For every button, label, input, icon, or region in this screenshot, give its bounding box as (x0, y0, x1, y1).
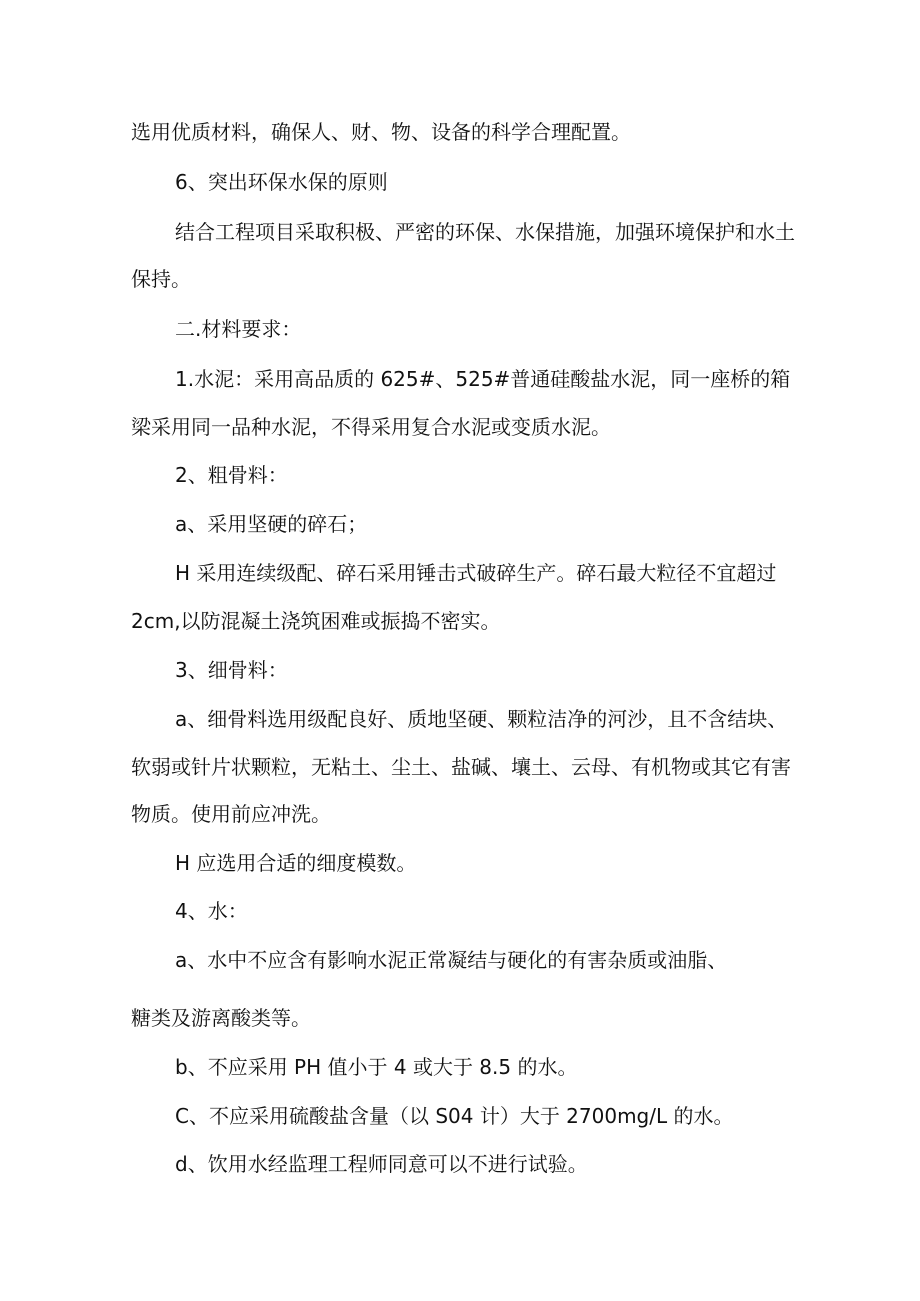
heading-environment-principle: 6、突出环保水保的原则 (175, 170, 388, 194)
paragraph-line-9: a、采用坚硬的碎石； (175, 512, 368, 536)
paragraph-line-21: C、不应采用硫酸盐含量（以 S04 计）大于 2700mg/L 的水。 (175, 1104, 734, 1128)
paragraph-line-14: 软弱或针片状颗粒，无粘土、尘土、盐碱、壤土、云母、有机物或其它有害 (131, 755, 791, 779)
paragraph-line-22: d、饮用水经监理工程师同意可以不进行试验。 (175, 1152, 588, 1176)
paragraph-line-16: H 应选用合适的细度模数。 (175, 851, 417, 875)
paragraph-line-10: H 采用连续级配、碎石采用锤击式破碎生产。碎石最大粒径不宜超过 (175, 561, 777, 585)
heading-fine-aggregate: 3、细骨料： (175, 658, 288, 682)
paragraph-line-13: a、细骨料选用级配良好、质地坚硬、颗粒洁净的河沙，且不含结块、 (175, 707, 788, 731)
paragraph-line-18: a、水中不应含有影响水泥正常凝结与硬化的有害杂质或油脂、 (175, 948, 728, 972)
paragraph-line-4: 保持。 (131, 267, 191, 291)
paragraph-line-19: 糖类及游离酸类等。 (131, 1006, 311, 1030)
heading-water: 4、水： (175, 899, 248, 923)
paragraph-line-20: b、不应采用 PH 值小于 4 或大于 8.5 的水。 (175, 1055, 578, 1079)
heading-material-requirements: 二.材料要求： (175, 317, 302, 341)
paragraph-line-11: 2cm,以防混凝土浇筑困难或振捣不密实。 (131, 609, 501, 633)
paragraph-line-6: 1.水泥：采用高品质的 625#、525#普通硅酸盐水泥，同一座桥的箱 (175, 367, 791, 391)
paragraph-line-1: 选用优质材料，确保人、财、物、设备的科学合理配置。 (131, 120, 631, 144)
paragraph-line-7: 梁采用同一品种水泥，不得采用复合水泥或变质水泥。 (131, 415, 611, 439)
paragraph-line-3: 结合工程项目采取积极、严密的环保、水保措施，加强环境保护和水土 (175, 220, 795, 244)
paragraph-line-15: 物质。使用前应冲洗。 (131, 802, 331, 826)
heading-coarse-aggregate: 2、粗骨料： (175, 463, 288, 487)
